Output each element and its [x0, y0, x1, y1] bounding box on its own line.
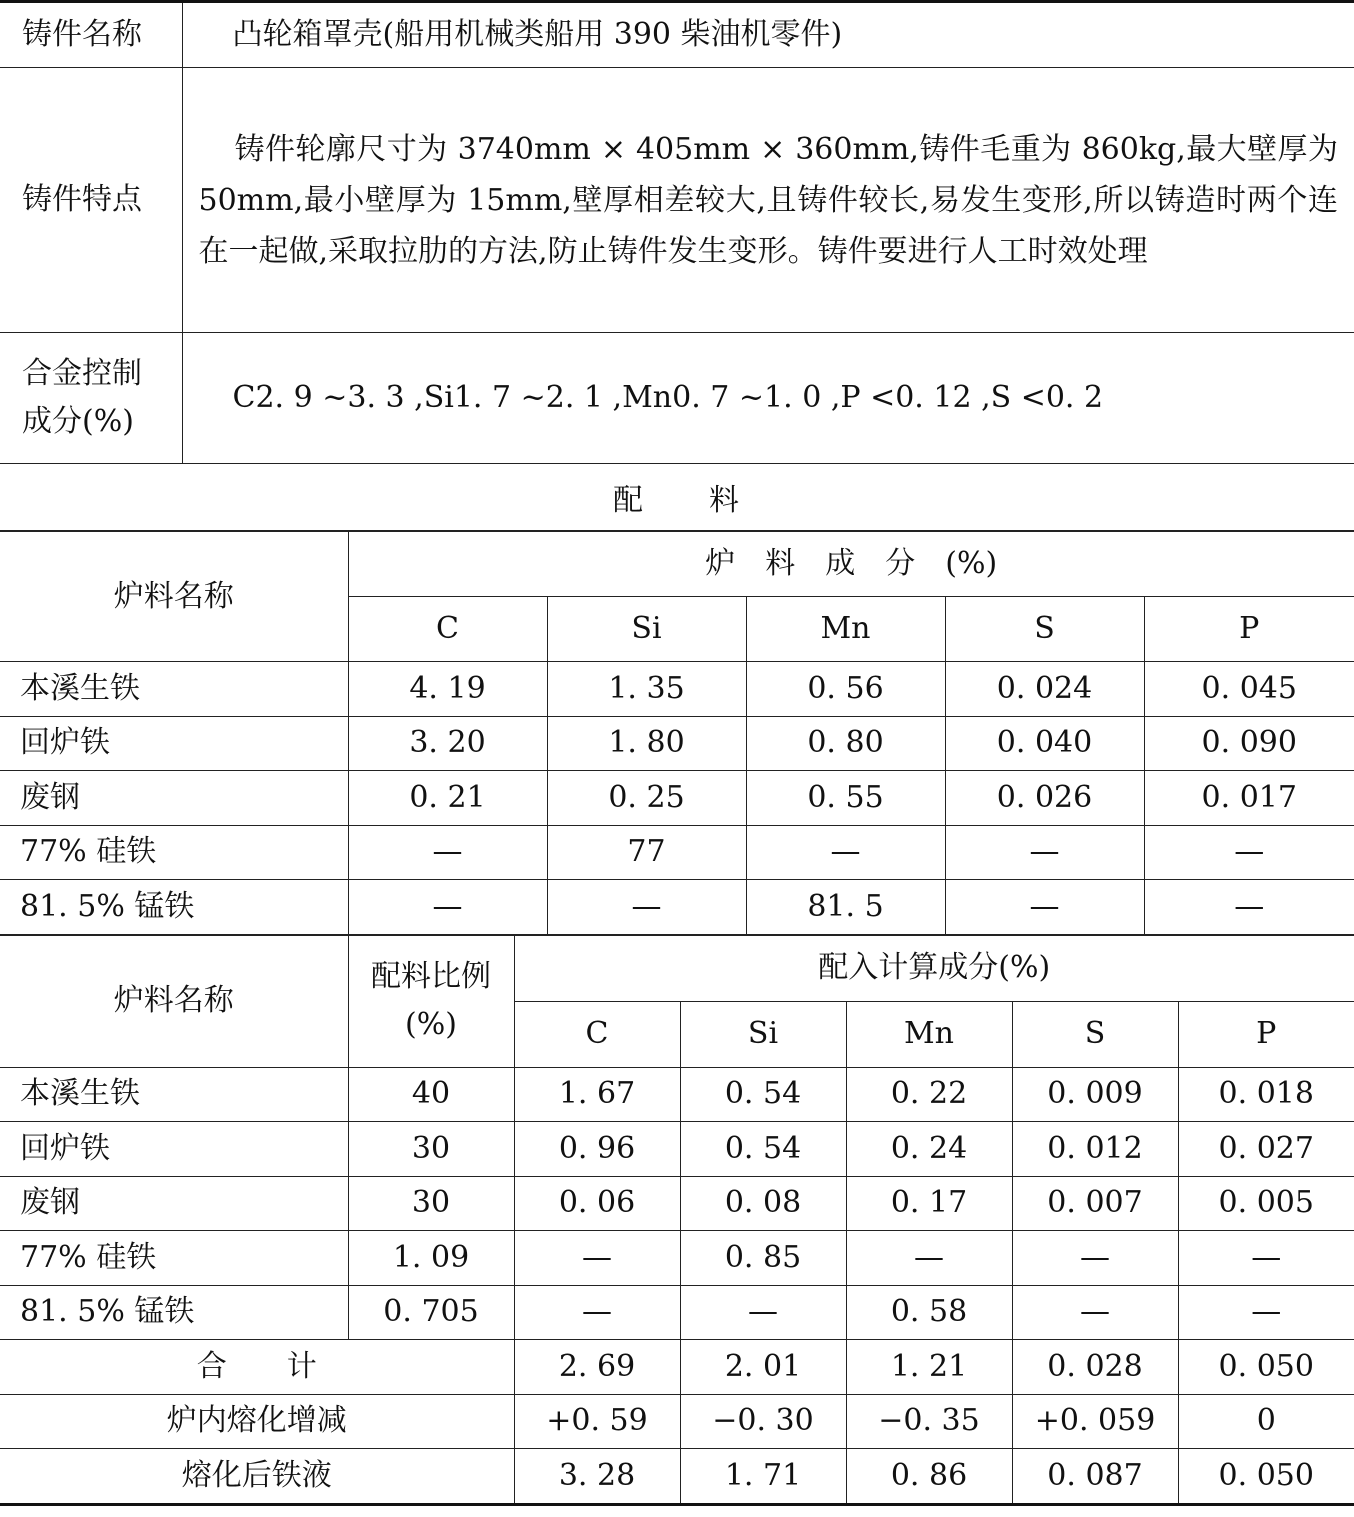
- charge-value: 77: [547, 825, 746, 880]
- calc-value: —: [846, 1231, 1012, 1286]
- calc-col-p: P: [1178, 1001, 1354, 1067]
- calc-ratio: 30: [348, 1122, 514, 1177]
- calc-ratio: 40: [348, 1067, 514, 1122]
- calc-value: —: [1012, 1285, 1178, 1340]
- calc-group-header: 配入计算成分(%): [514, 935, 1354, 1001]
- charge-value: 0. 21: [348, 771, 547, 826]
- charge-name-header: 炉料名称: [0, 532, 348, 662]
- table-row: [0, 1285, 1354, 1340]
- calc-value: 0. 85: [680, 1231, 846, 1286]
- calc-material-name: 回炉铁: [0, 1122, 348, 1177]
- calc-value: —: [1178, 1285, 1354, 1340]
- melt-change-value: 0: [1178, 1394, 1354, 1449]
- alloy-composition-value: C2. 9 ~3. 3 ,Si1. 7 ~2. 1 ,Mn0. 7 ~1. 0 ,P <0. 12 ,S <0. 2: [182, 333, 1354, 464]
- calc-value: 0. 58: [846, 1285, 1012, 1340]
- melt-change-value: −0. 35: [846, 1394, 1012, 1449]
- charge-value: —: [1144, 825, 1354, 880]
- charge-value: —: [945, 825, 1144, 880]
- charge-value: —: [1144, 880, 1354, 935]
- charge-material-name: 77% 硅铁: [0, 825, 348, 880]
- charge-value: 0. 024: [945, 662, 1144, 717]
- calc-col-mn: Mn: [846, 1001, 1012, 1067]
- calc-col-s: S: [1012, 1001, 1178, 1067]
- molten-iron-value: 0. 087: [1012, 1449, 1178, 1505]
- calc-value: 0. 24: [846, 1122, 1012, 1177]
- calc-ratio: 30: [348, 1176, 514, 1231]
- table-row: [0, 716, 1354, 771]
- total-row: [0, 1340, 1354, 1395]
- calc-value: —: [1178, 1231, 1354, 1286]
- calc-value: 0. 22: [846, 1067, 1012, 1122]
- charge-value: 81. 5: [746, 880, 945, 935]
- total-value: 0. 028: [1012, 1340, 1178, 1395]
- charge-value: 1. 80: [547, 716, 746, 771]
- charge-col-mn: Mn: [746, 597, 945, 662]
- table-row: [0, 825, 1354, 880]
- charge-value: 0. 090: [1144, 716, 1354, 771]
- charge-col-s: S: [945, 597, 1144, 662]
- calc-value: 0. 007: [1012, 1176, 1178, 1231]
- section-caption: [0, 464, 1354, 531]
- calc-value: —: [680, 1285, 846, 1340]
- total-value: 2. 01: [680, 1340, 846, 1395]
- melt-change-row: [0, 1394, 1354, 1449]
- section-caption-text: 配 料: [613, 483, 741, 518]
- molten-iron-value: 0. 050: [1178, 1449, 1354, 1505]
- casting-feature-cell: [182, 68, 1354, 333]
- calc-ratio: 0. 705: [348, 1285, 514, 1340]
- table-row: [0, 771, 1354, 826]
- charge-col-p: P: [1144, 597, 1354, 662]
- charge-group-header: 炉 料 成 分 (%): [348, 532, 1354, 597]
- calc-name-header: 炉料名称: [0, 935, 348, 1067]
- charge-value: 1. 35: [547, 662, 746, 717]
- calc-value: 0. 012: [1012, 1122, 1178, 1177]
- table-row: [0, 880, 1354, 935]
- charge-value: 4. 19: [348, 662, 547, 717]
- total-label: 合 计: [0, 1340, 514, 1395]
- molten-iron-label: 熔化后铁液: [0, 1449, 514, 1505]
- charge-value: —: [746, 825, 945, 880]
- molten-iron-row: [0, 1449, 1354, 1505]
- calc-value: 0. 06: [514, 1176, 680, 1231]
- calc-value: —: [514, 1231, 680, 1286]
- melt-change-value: +0. 059: [1012, 1394, 1178, 1449]
- casting-name-label: 铸件名称: [0, 2, 182, 68]
- alloy-label-line-2: 成分(%): [22, 404, 134, 439]
- charge-material-name: 回炉铁: [0, 716, 348, 771]
- charge-value: 0. 026: [945, 771, 1144, 826]
- calc-value: 0. 027: [1178, 1122, 1354, 1177]
- table-row: [0, 1231, 1354, 1286]
- calc-value: 0. 96: [514, 1122, 680, 1177]
- calc-value: —: [514, 1285, 680, 1340]
- calc-ratio-header-line-2: (%): [405, 1007, 457, 1042]
- calc-ratio-header-line-1: 配料比例: [371, 959, 491, 994]
- charge-value: 0. 040: [945, 716, 1144, 771]
- charge-calculation-table: [0, 935, 1354, 1506]
- charge-material-name: 81. 5% 锰铁: [0, 880, 348, 935]
- charge-material-name: 本溪生铁: [0, 662, 348, 717]
- charge-value: 0. 55: [746, 771, 945, 826]
- calc-value: —: [1012, 1231, 1178, 1286]
- casting-feature-row: [0, 68, 1354, 333]
- calc-material-name: 81. 5% 锰铁: [0, 1285, 348, 1340]
- calc-ratio-header: [348, 935, 514, 1067]
- table-row: [0, 1067, 1354, 1122]
- charge-col-si: Si: [547, 597, 746, 662]
- calc-value: 0. 08: [680, 1176, 846, 1231]
- calc-value: 0. 54: [680, 1122, 846, 1177]
- calc-header-row-1: [0, 935, 1354, 1001]
- molten-iron-value: 1. 71: [680, 1449, 846, 1505]
- molten-iron-value: 3. 28: [514, 1449, 680, 1505]
- charge-composition-table: [0, 531, 1354, 935]
- melt-change-value: −0. 30: [680, 1394, 846, 1449]
- charge-value: 0. 56: [746, 662, 945, 717]
- melt-change-label: 炉内熔化增减: [0, 1394, 514, 1449]
- calc-value: 0. 018: [1178, 1067, 1354, 1122]
- calc-value: 1. 67: [514, 1067, 680, 1122]
- total-value: 0. 050: [1178, 1340, 1354, 1395]
- casting-feature-label: 铸件特点: [0, 68, 182, 333]
- charge-material-name: 废钢: [0, 771, 348, 826]
- charge-value: 0. 80: [746, 716, 945, 771]
- melt-change-value: +0. 59: [514, 1394, 680, 1449]
- casting-name-row: [0, 2, 1354, 68]
- table-row: [0, 1176, 1354, 1231]
- calc-value: 0. 17: [846, 1176, 1012, 1231]
- casting-feature-value: 铸件轮廓尺寸为 3740mm × 405mm × 360mm,铸件毛重为 860kg,最大壁厚为 50mm,最小壁厚为 15mm,壁厚相差较大,且铸件较长,易发生变形,所以铸造时两个连在一起做,采取拉肋的方法,防止铸件发生变形。铸件要进行人工时效处理: [198, 131, 1338, 269]
- charge-value: —: [547, 880, 746, 935]
- calc-ratio: 1. 09: [348, 1231, 514, 1286]
- calc-value: 0. 009: [1012, 1067, 1178, 1122]
- table-row: [0, 662, 1354, 717]
- charge-header-row-1: [0, 532, 1354, 597]
- calc-material-name: 77% 硅铁: [0, 1231, 348, 1286]
- charge-value: —: [348, 825, 547, 880]
- alloy-composition-label: [0, 333, 182, 464]
- calc-value: 0. 54: [680, 1067, 846, 1122]
- table-row: [0, 1122, 1354, 1177]
- total-value: 1. 21: [846, 1340, 1012, 1395]
- charge-value: —: [348, 880, 547, 935]
- calc-material-name: 废钢: [0, 1176, 348, 1231]
- casting-info-table: [0, 0, 1354, 464]
- alloy-label-line-1: 合金控制: [22, 356, 142, 391]
- alloy-composition-row: [0, 333, 1354, 464]
- charge-value: 3. 20: [348, 716, 547, 771]
- calc-value: 0. 005: [1178, 1176, 1354, 1231]
- calc-material-name: 本溪生铁: [0, 1067, 348, 1122]
- charge-value: —: [945, 880, 1144, 935]
- charge-value: 0. 045: [1144, 662, 1354, 717]
- charge-col-c: C: [348, 597, 547, 662]
- calc-col-si: Si: [680, 1001, 846, 1067]
- molten-iron-value: 0. 86: [846, 1449, 1012, 1505]
- total-value: 2. 69: [514, 1340, 680, 1395]
- calc-col-c: C: [514, 1001, 680, 1067]
- charge-value: 0. 017: [1144, 771, 1354, 826]
- charge-value: 0. 25: [547, 771, 746, 826]
- casting-name-value: 凸轮箱罩壳(船用机械类船用 390 柴油机零件): [182, 2, 1354, 68]
